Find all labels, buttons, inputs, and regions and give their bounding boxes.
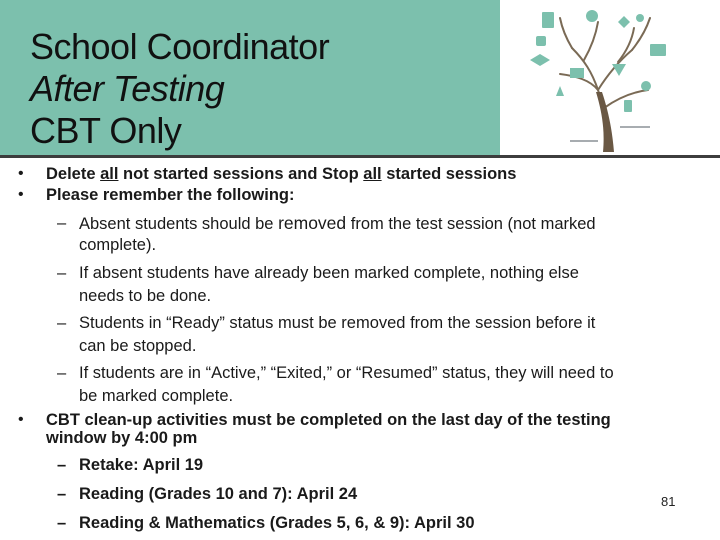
tree-icon: [500, 0, 720, 155]
date-retake: Retake: April 19: [79, 456, 204, 474]
sub-marked-complete: If absent students have already been marked complete, nothing else: [79, 264, 579, 282]
date-reading-math: Reading & Mathematics (Grades 5, 6, & 9): April 30: [79, 514, 475, 532]
bullet-marker: •: [18, 186, 24, 203]
dash-marker: –: [57, 314, 67, 332]
slide-title: [30, 26, 329, 152]
dash-marker: –: [57, 456, 67, 474]
title-line-2: After Testing: [30, 68, 225, 109]
sub-active-status: If students are in “Active,” “Exited,” or “Resumed” status, they will need to: [79, 364, 614, 382]
bullet-remember: Please remember the following:: [46, 186, 295, 204]
title-line-3: CBT Only: [30, 110, 182, 151]
sub-active-status-cont: be marked complete.: [79, 387, 234, 405]
bullet-cleanup: CBT clean-up activities must be completed on the last day of the testing: [46, 411, 611, 429]
header-banner: [0, 0, 720, 155]
sub-absent-students-cont: complete).: [79, 236, 157, 254]
dash-marker: –: [57, 364, 67, 382]
sub-ready-status-cont: can be stopped.: [79, 337, 197, 355]
sub-marked-complete-cont: needs to be done.: [79, 287, 212, 305]
text: not started sessions and Stop: [118, 165, 364, 183]
header-divider: [0, 155, 720, 158]
sub-absent-students: [79, 213, 596, 234]
dash-marker: –: [57, 264, 67, 282]
page-number: 81: [661, 494, 676, 509]
dash-marker: –: [57, 485, 67, 503]
dash-marker: –: [57, 214, 67, 232]
sub-ready-status: Students in “Ready” status must be removed from the session before it: [79, 314, 596, 332]
text: started sessions: [381, 165, 517, 183]
bullet-marker: •: [18, 411, 24, 428]
text: Delete: [46, 165, 101, 183]
emphasis-removed: removed: [278, 213, 347, 233]
bullet-delete-sessions: [46, 164, 516, 184]
dash-marker: –: [57, 514, 67, 532]
date-reading: Reading (Grades 10 and 7): April 24: [79, 485, 358, 503]
emphasis-all: all: [363, 165, 382, 183]
text: from the test session (not marked: [346, 215, 596, 233]
title-line-1: School Coordinator: [30, 26, 330, 67]
tree-illustration: [500, 0, 720, 155]
bullet-marker: •: [18, 165, 24, 182]
text: Absent students should be: [79, 215, 279, 233]
emphasis-all: all: [100, 165, 119, 183]
bullet-cleanup-cont: window by 4:00 pm: [46, 429, 198, 447]
